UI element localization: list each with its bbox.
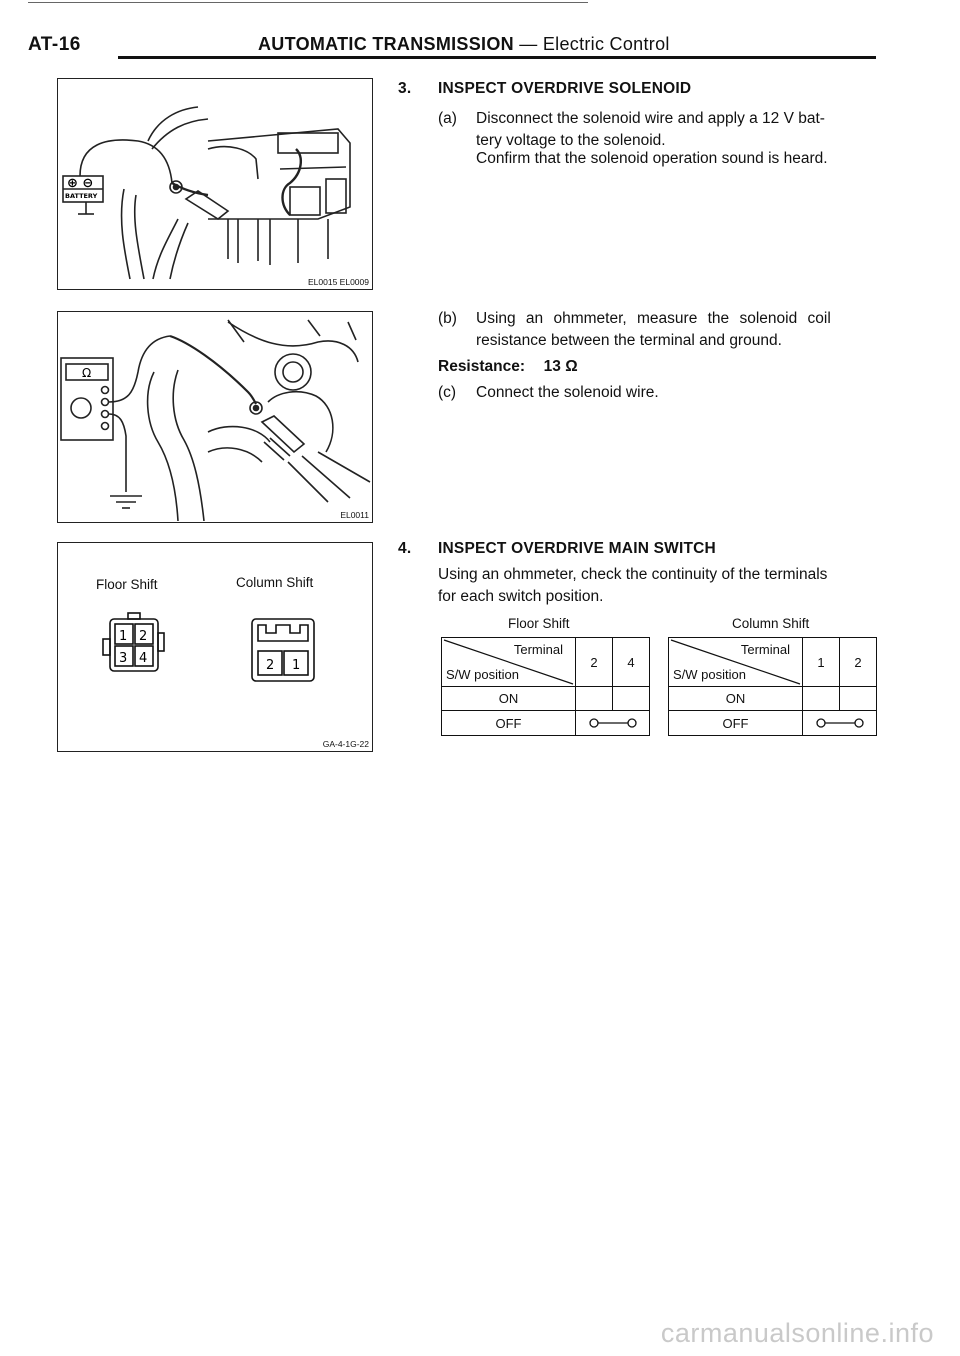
- floor-shift-table: [441, 637, 650, 736]
- column-on-cell: [803, 687, 840, 711]
- continuity-symbol: [577, 712, 649, 734]
- figure-battery-test: [57, 78, 373, 290]
- step4-number: 4.: [398, 540, 412, 557]
- column-shift-label: Column Shift: [236, 575, 314, 590]
- position-header: S/W position: [673, 667, 746, 682]
- terminal-header: Terminal: [513, 642, 563, 657]
- column-on-cell: [840, 687, 877, 711]
- step3-title: INSPECT OVERDRIVE SOLENOID: [438, 80, 692, 97]
- floor-on-cell: [576, 687, 613, 711]
- step3-c: [438, 382, 888, 406]
- section-title: AUTOMATIC TRANSMISSION: [258, 34, 514, 54]
- step3-b-label: (b): [438, 310, 457, 327]
- floor-on-cell: [613, 687, 650, 711]
- battery-test-illustration: [58, 79, 371, 288]
- column-shift-table: [668, 637, 877, 736]
- step3-a-line3: Confirm that the solenoid operation sound is heard.: [476, 150, 828, 167]
- floor-pin-4: 4: [139, 651, 148, 666]
- floor-pin-1: 1: [119, 629, 128, 644]
- step4-title: INSPECT OVERDRIVE MAIN SWITCH: [438, 540, 716, 557]
- floor-shift-label: Floor Shift: [96, 577, 158, 592]
- step3-b: [438, 308, 888, 358]
- resistance-spec: [438, 356, 578, 378]
- header-rule: [118, 56, 876, 59]
- step3-c-text: Connect the solenoid wire.: [476, 384, 659, 401]
- column-pin-1: 1: [292, 658, 301, 673]
- floor-pin-3: 3: [119, 651, 128, 666]
- figure-switch-connectors: [57, 542, 373, 752]
- figure-code: EL0015 EL0009: [308, 277, 369, 287]
- floor-row-off: OFF: [442, 711, 576, 736]
- page-title: [258, 34, 670, 55]
- step4-line2: for each switch position.: [438, 588, 604, 605]
- floor-header-cell: [442, 638, 576, 687]
- step3-c-label: (c): [438, 384, 457, 401]
- step3-a-line2: tery voltage to the solenoid.: [476, 132, 666, 149]
- step3-b-line1: Using an ohmmeter, measure the solenoid coil: [476, 310, 831, 327]
- floor-continuity-mark: [576, 711, 650, 736]
- floor-shift-connector: [98, 609, 178, 689]
- step4-line1: Using an ohmmeter, check the continuity of the terminals: [438, 566, 828, 583]
- step3-number: 3.: [398, 80, 412, 97]
- floor-row-on: ON: [442, 687, 576, 711]
- step3-a-line1: Disconnect the solenoid wire and apply a 12 V bat-: [476, 110, 825, 127]
- figure-ohmmeter-test: [57, 311, 373, 523]
- page-code: AT-16: [28, 34, 81, 55]
- column-shift-connector: [244, 611, 324, 691]
- continuity-symbol: [804, 712, 876, 734]
- column-pin-2: 2: [266, 658, 275, 673]
- floor-pin-2: 2: [139, 629, 148, 644]
- ohmmeter-test-illustration: [58, 312, 371, 521]
- watermark: carmanualsonline.info: [660, 1318, 934, 1348]
- floor-col-terminal-2: 2: [576, 638, 613, 687]
- figure-code: GA-4-1G-22: [322, 739, 369, 749]
- column-continuity-mark: [803, 711, 877, 736]
- column-header-cell: [669, 638, 803, 687]
- resistance-label: Resistance:: [438, 358, 526, 375]
- battery-polarity: ⊕ ⊖: [67, 176, 94, 191]
- floor-table-caption: Floor Shift: [508, 616, 570, 631]
- resistance-value: 13 Ω: [543, 358, 578, 375]
- column-col-terminal-2: 2: [840, 638, 877, 687]
- ohm-symbol: Ω: [82, 366, 92, 380]
- battery-label: BATTERY: [65, 192, 98, 200]
- terminal-header: Terminal: [740, 642, 790, 657]
- column-table-caption: Column Shift: [732, 616, 810, 631]
- column-row-on: ON: [669, 687, 803, 711]
- figure-code: EL0011: [340, 510, 369, 520]
- top-scan-line: [28, 2, 588, 3]
- column-row-off: OFF: [669, 711, 803, 736]
- step3-b-line2: resistance between the terminal and ground.: [476, 332, 782, 349]
- floor-col-terminal-4: 4: [613, 638, 650, 687]
- section-subtitle: — Electric Control: [519, 34, 670, 54]
- column-col-terminal-1: 1: [803, 638, 840, 687]
- position-header: S/W position: [446, 667, 519, 682]
- step3-a-label: (a): [438, 110, 457, 127]
